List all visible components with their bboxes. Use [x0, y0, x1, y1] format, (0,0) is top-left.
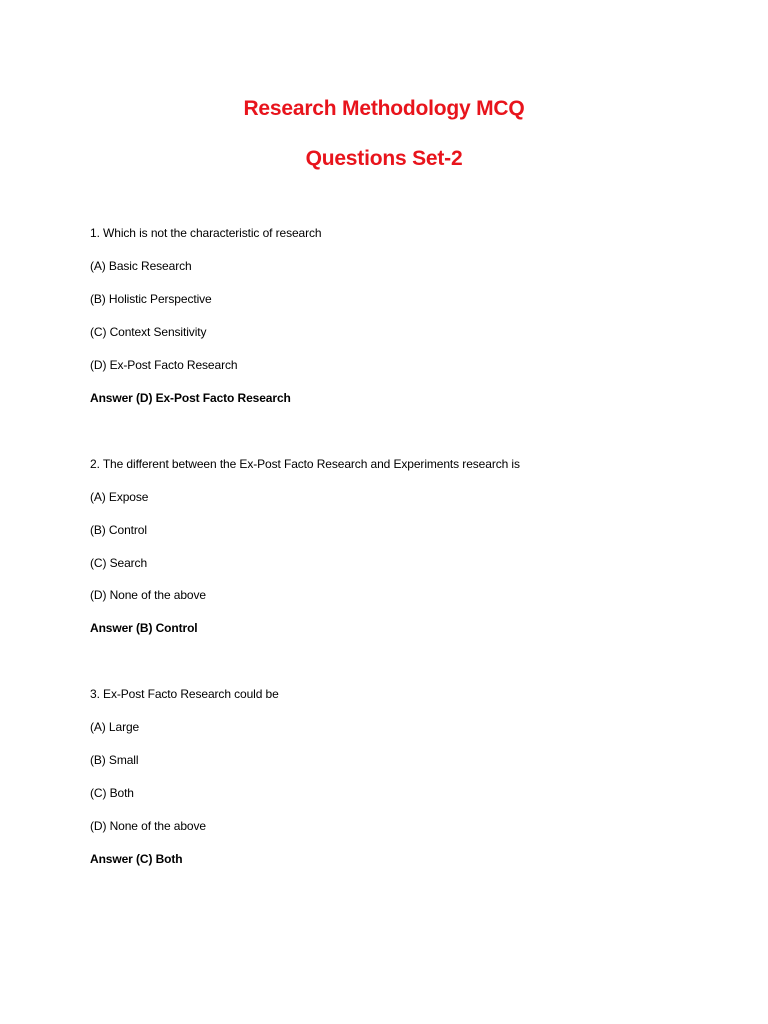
option-text: (C) Both	[90, 786, 134, 800]
option-text: (B) Holistic Perspective	[90, 292, 212, 306]
option-text: (D) Ex-Post Facto Research	[90, 358, 238, 372]
question-text: 1. Which is not the characteristic of research	[90, 226, 322, 240]
option-text: (C) Context Sensitivity	[90, 325, 207, 339]
answer-text: Answer (D) Ex-Post Facto Research	[90, 391, 291, 405]
option-text: (A) Basic Research	[90, 259, 192, 273]
option-text: (D) None of the above	[90, 588, 206, 602]
document-title: Research Methodology MCQ	[243, 97, 525, 120]
option-text: (B) Small	[90, 753, 139, 767]
option-text: (B) Control	[90, 523, 147, 537]
question-text: 3. Ex-Post Facto Research could be	[90, 687, 279, 701]
question-text: 2. The different between the Ex-Post Facto Research and Experiments research is	[90, 457, 520, 471]
answer-text: Answer (C) Both	[90, 852, 183, 866]
option-text: (A) Large	[90, 720, 140, 734]
answer-text: Answer (B) Control	[90, 621, 198, 635]
document-subtitle: Questions Set-2	[305, 147, 463, 170]
option-text: (D) None of the above	[90, 819, 206, 833]
option-text: (A) Expose	[90, 490, 149, 504]
option-text: (C) Search	[90, 556, 148, 570]
